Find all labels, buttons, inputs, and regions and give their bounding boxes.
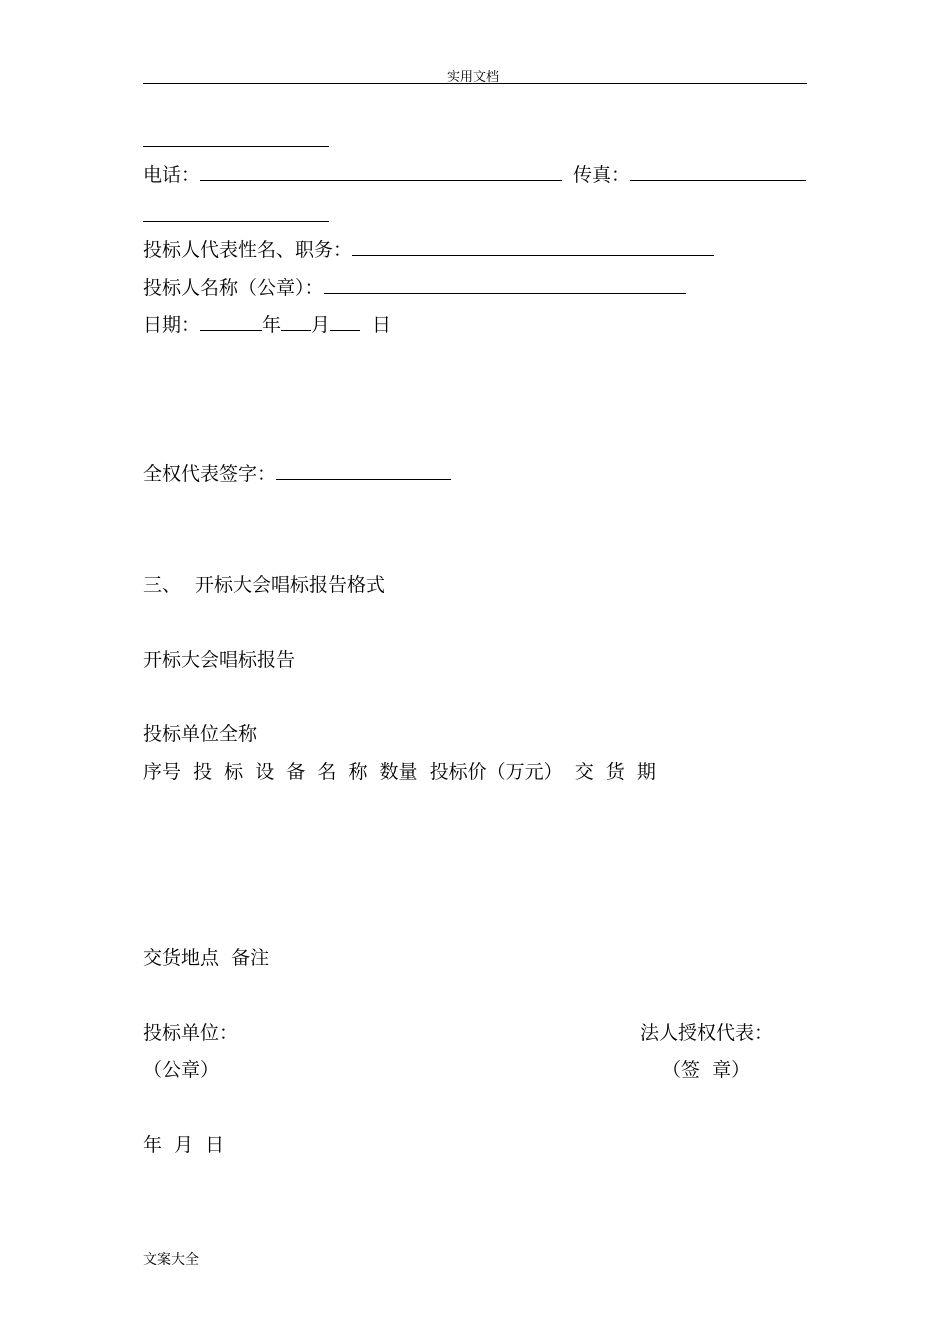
fax-label: 传真： (573, 164, 631, 186)
rep-blank[interactable] (352, 237, 714, 256)
date-month-blank[interactable] (281, 312, 311, 331)
section-heading (143, 573, 385, 597)
phone-label: 电话： (143, 164, 201, 186)
date-day-blank[interactable] (330, 312, 360, 331)
section-title: 开标大会唱标报告格式 (195, 574, 386, 596)
continuation-blank (143, 130, 329, 147)
phone-blank[interactable] (200, 162, 562, 181)
fax-blank[interactable] (630, 162, 806, 181)
phone-row (143, 162, 562, 187)
header-rule (143, 83, 807, 84)
seal-label: （公章） (143, 1059, 220, 1081)
signature-label: 全权代表签字： (143, 463, 277, 485)
rep-label: 投标人代表性名、职务： (143, 239, 353, 261)
date-year-blank[interactable] (200, 312, 262, 331)
signature-row (143, 461, 451, 486)
date-year: 年 (262, 314, 282, 336)
fax-continuation-blank (143, 205, 329, 222)
unit-full-name: 投标单位全称 (143, 723, 258, 745)
bidder-blank[interactable] (324, 275, 686, 294)
date-month: 月 (311, 314, 331, 336)
page-footer: 文案大全 (143, 1252, 199, 1268)
date-day: 日 (372, 314, 392, 336)
report-date-row: 年 月 日 (143, 1134, 225, 1156)
fax-row (573, 162, 806, 187)
legal-rep-label: 法人授权代表： (640, 1022, 774, 1044)
bidder-label: 投标人名称（公章）： (143, 277, 324, 299)
date-row (143, 312, 391, 337)
delivery-row: 交货地点 备注 (143, 947, 270, 969)
columns-row: 序号 投 标 设 备 名 称 数量 投标价（万元） 交 货 期 (143, 761, 656, 783)
bid-unit-label: 投标单位： (143, 1022, 239, 1044)
page-header-title: 实用文档 (447, 70, 500, 85)
sign-label: （签 章） (662, 1059, 751, 1081)
report-title: 开标大会唱标报告 (143, 649, 296, 671)
date-label: 日期： (143, 314, 201, 336)
section-number: 三、 (143, 574, 182, 596)
bidder-row (143, 275, 686, 300)
rep-row (143, 237, 714, 262)
signature-blank[interactable] (276, 461, 451, 480)
